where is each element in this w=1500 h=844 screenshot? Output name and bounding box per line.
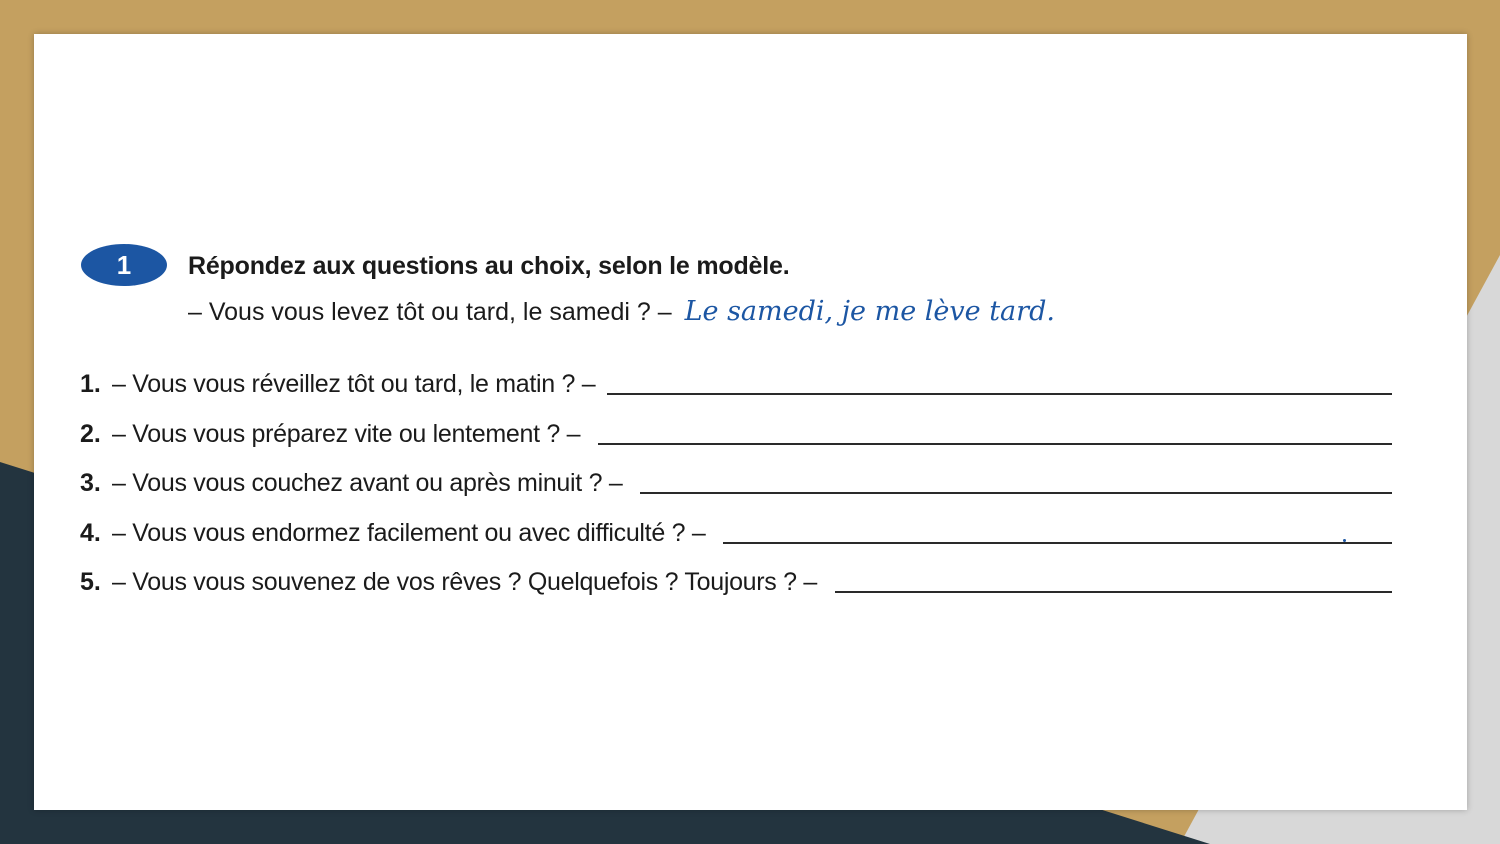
question-number: 3.	[80, 469, 101, 497]
question-row	[80, 409, 1392, 449]
answer-line[interactable]	[723, 541, 1392, 544]
question-number: 5.	[80, 568, 101, 596]
example-answer: Le samedi, je me lève tard.	[684, 296, 1055, 327]
example-line	[188, 296, 1055, 327]
answer-line[interactable]	[835, 590, 1392, 593]
exercise-instruction: Répondez aux questions au choix, selon le modèle.	[188, 252, 790, 280]
worksheet-card	[34, 34, 1467, 810]
example-question: – Vous vous levez tôt ou tard, le samedi ? –	[188, 298, 672, 326]
question-text: – Vous vous préparez vite ou lentement ? –	[112, 420, 581, 448]
question-text: – Vous vous réveillez tôt ou tard, le matin ? –	[112, 370, 596, 398]
question-number: 1.	[80, 370, 101, 398]
question-text: – Vous vous souvenez de vos rêves ? Quelquefois ? Toujours ? –	[112, 568, 818, 596]
question-row	[80, 557, 1392, 597]
answer-line[interactable]	[607, 392, 1392, 395]
question-row	[80, 458, 1392, 498]
question-text: – Vous vous endormez facilement ou avec difficulté ? –	[112, 519, 706, 547]
ink-dot	[1343, 539, 1346, 542]
answer-line[interactable]	[640, 491, 1392, 494]
question-text: – Vous vous couchez avant ou après minuit ? –	[112, 469, 623, 497]
exercise-number-badge: 1	[81, 244, 167, 286]
question-row	[80, 508, 1392, 548]
question-number: 4.	[80, 519, 101, 547]
question-row	[80, 359, 1392, 399]
answer-line[interactable]	[598, 442, 1392, 445]
question-number: 2.	[80, 420, 101, 448]
